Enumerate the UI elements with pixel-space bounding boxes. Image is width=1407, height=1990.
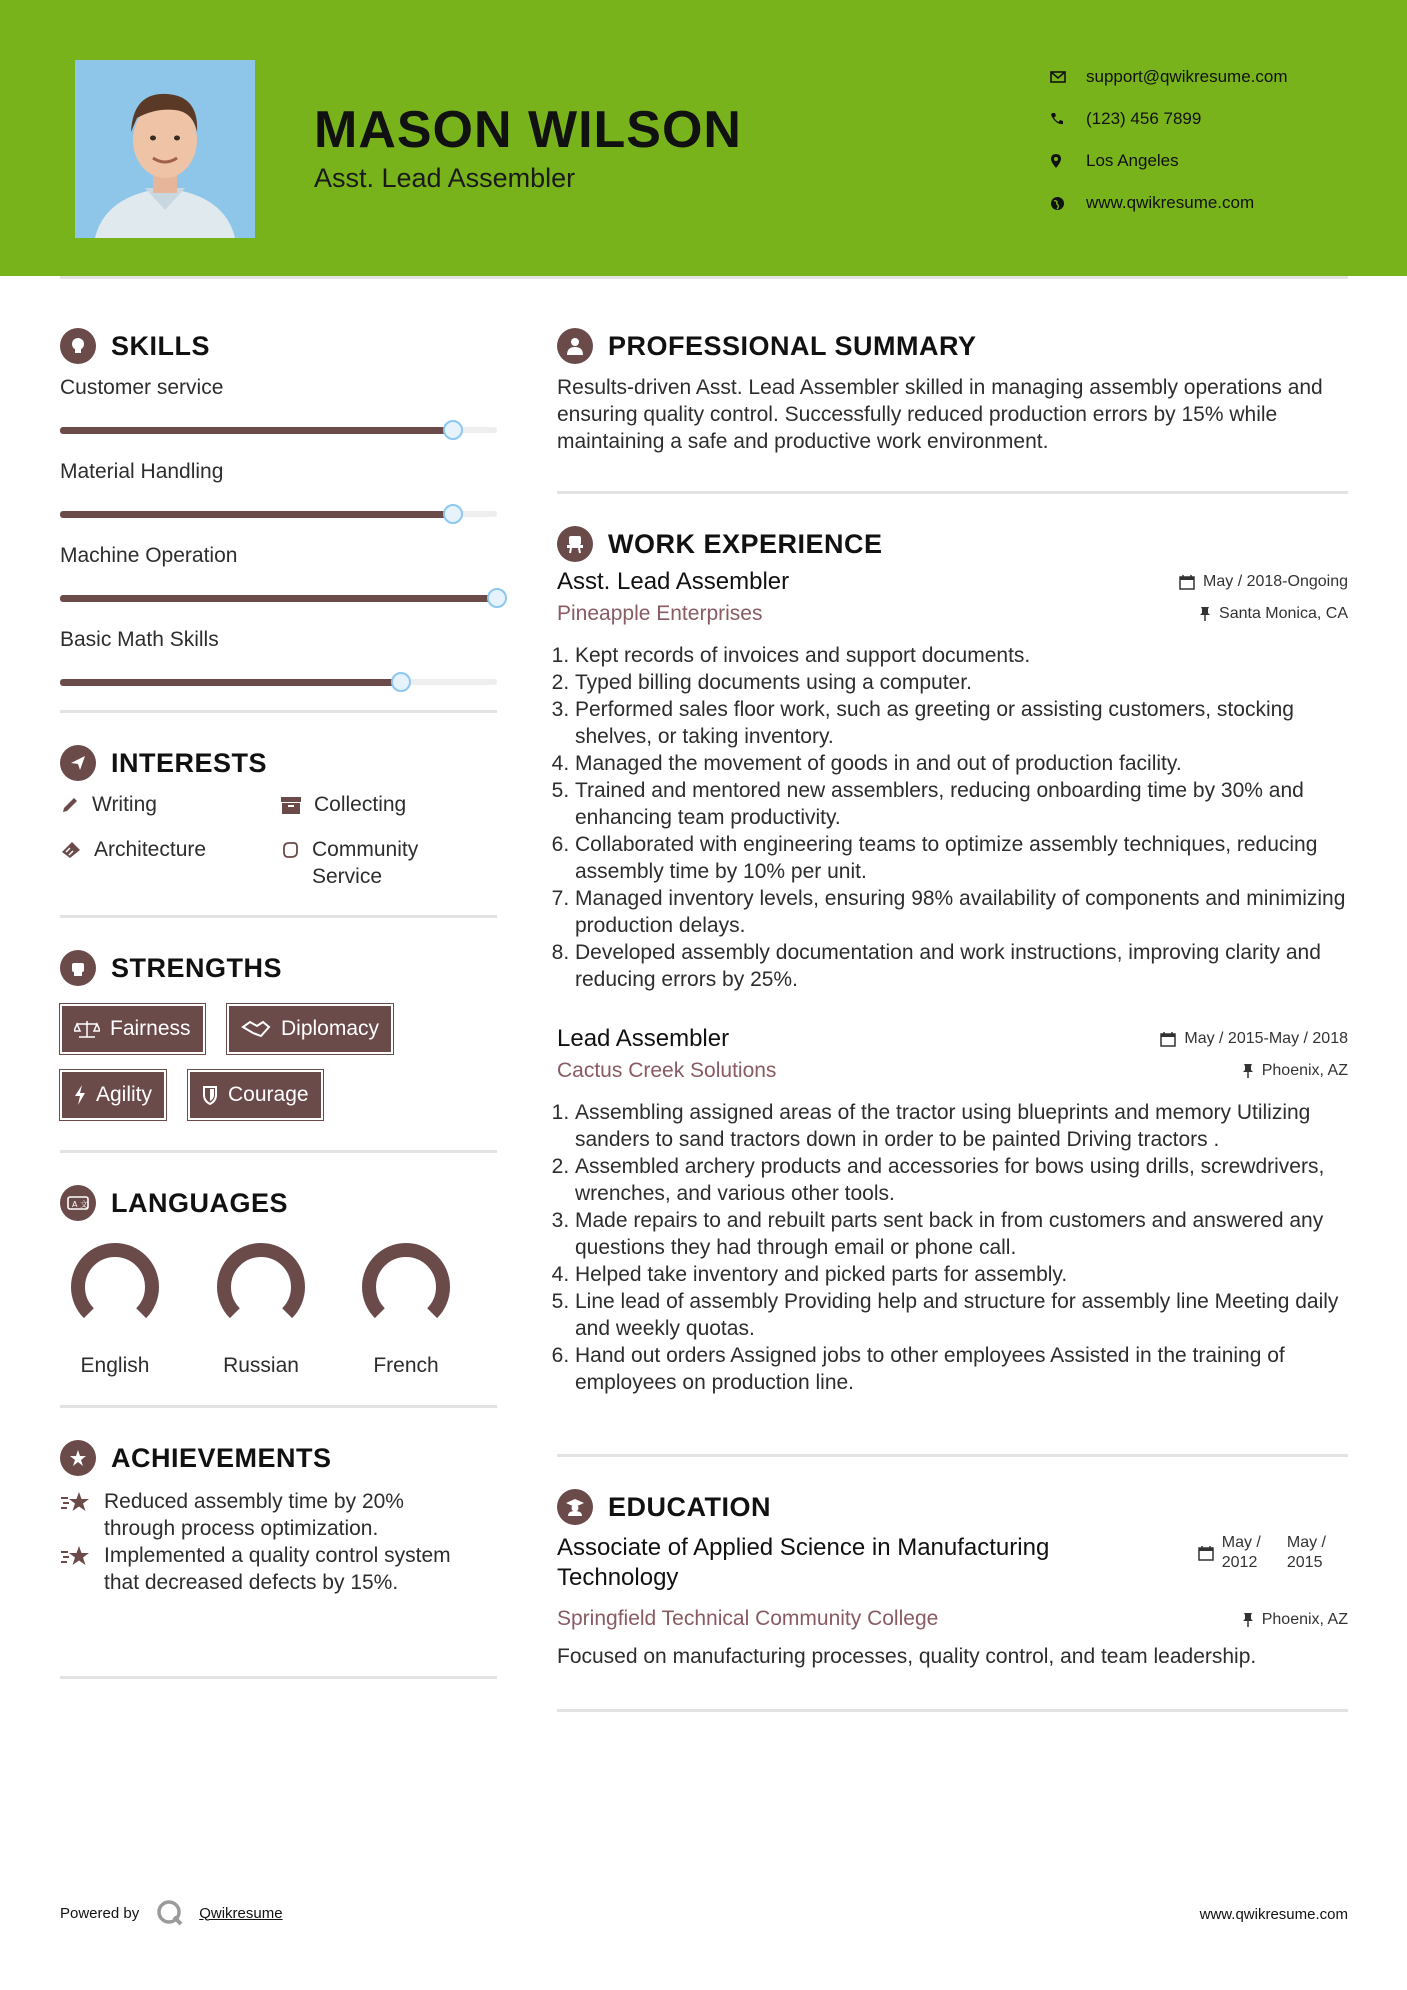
job-bullet: 5. Trained and mentored new assemblers, reducing onboarding time by 30% and enhancing team productivity. bbox=[575, 777, 1348, 831]
language-progress-ring bbox=[69, 1241, 161, 1333]
education-start-month: May / bbox=[1221, 1534, 1261, 1551]
interest-item bbox=[60, 791, 157, 818]
language-ring-arc bbox=[224, 1250, 298, 1313]
job-dates-text: May / 2018-Ongoing bbox=[1203, 573, 1348, 590]
language-card-icon bbox=[60, 1185, 96, 1221]
footer-brand-link[interactable]: Qwikresume bbox=[199, 1904, 283, 1922]
skill-bar bbox=[60, 488, 497, 536]
job-bullet: 7. Managed inventory levels, ensuring 98% availability of components and minimizing production delays. bbox=[575, 885, 1348, 939]
section-divider bbox=[60, 915, 497, 918]
envelope-icon bbox=[1050, 71, 1086, 83]
job-bullet: 1. Kept records of invoices and support documents. bbox=[575, 642, 1348, 669]
job-location-text: Santa Monica, CA bbox=[1219, 605, 1348, 622]
languages-heading bbox=[60, 1181, 497, 1225]
job-bullet: 5. Line lead of assembly Providing help and structure for assembly line Meeting daily and weekly quotas. bbox=[575, 1288, 1348, 1342]
interest-label: Collecting bbox=[314, 793, 407, 816]
job-bullet: 8. Developed assembly documentation and work instructions, improving clarity and reducing errors by 25%. bbox=[575, 939, 1348, 993]
candidate-title: Asst. Lead Assembler bbox=[314, 163, 576, 193]
languages-title: LANGUAGES bbox=[111, 1187, 289, 1218]
left-column bbox=[60, 320, 497, 1679]
interest-item bbox=[280, 836, 480, 890]
map-pin-icon bbox=[1050, 153, 1086, 169]
summary-text: Results-driven Asst. Lead Assembler skilled in managing assembly operations and ensuring quality control. Successfully reduced production errors by 15% while maintaining a safe and productive work environment. bbox=[557, 376, 1323, 453]
language-ring-arc bbox=[78, 1250, 152, 1313]
skill-bar-fill bbox=[60, 679, 401, 686]
skill-bar-fill bbox=[60, 511, 453, 518]
education-school: Springfield Technical Community College bbox=[557, 1607, 939, 1630]
skill-bar-knob bbox=[391, 672, 411, 692]
contact-website[interactable] bbox=[1050, 182, 1288, 224]
ruler-pencil-icon bbox=[60, 840, 82, 860]
scales-icon bbox=[74, 1019, 100, 1039]
skill-bar-knob bbox=[487, 588, 507, 608]
summary-title: PROFESSIONAL SUMMARY bbox=[608, 330, 977, 361]
contact-list bbox=[1050, 56, 1288, 224]
interest-item bbox=[60, 836, 206, 863]
job-title: Asst. Lead Assembler bbox=[557, 568, 790, 595]
interest-label: Architecture bbox=[94, 838, 207, 861]
skill-bar bbox=[60, 656, 497, 704]
language-item bbox=[206, 1241, 316, 1378]
job-bullet: 3. Performed sales floor work, such as greeting or assisting customers, stocking shelves, or taking inventory. bbox=[575, 696, 1348, 750]
job-location-text: Phoenix, AZ bbox=[1261, 1062, 1348, 1079]
lightbulb-icon bbox=[60, 328, 96, 364]
skill-bar-fill bbox=[60, 595, 497, 602]
achievements-list bbox=[60, 1480, 497, 1676]
archive-box-icon bbox=[280, 795, 302, 815]
education-location-text: Phoenix, AZ bbox=[1261, 1611, 1348, 1628]
job-bullet: 3. Made repairs to and rebuilt parts sent back in from customers and answered any questions they had through email or phone call. bbox=[575, 1207, 1348, 1261]
star-icon bbox=[60, 1544, 92, 1570]
education-end-month: May / bbox=[1286, 1534, 1326, 1551]
achievements-heading bbox=[60, 1436, 497, 1480]
job-bullet: 2. Assembled archery products and accessories for bows using drills, screwdrivers, wrenches, and various other tools. bbox=[575, 1153, 1348, 1207]
skill-label: Basic Math Skills bbox=[60, 628, 219, 651]
right-column bbox=[557, 320, 1348, 1712]
achievement-item bbox=[60, 1488, 480, 1542]
star-icon bbox=[60, 1490, 92, 1516]
education-description: Focused on manufacturing processes, quality control, and team leadership. bbox=[557, 1645, 1257, 1668]
skills-heading bbox=[60, 324, 497, 368]
skill-item bbox=[60, 544, 497, 620]
section-divider bbox=[60, 1405, 497, 1408]
education-dates bbox=[1198, 1533, 1326, 1573]
experience-heading bbox=[557, 522, 1348, 566]
skill-bar-knob bbox=[443, 420, 463, 440]
job-dates-text: May / 2015-May / 2018 bbox=[1184, 1030, 1348, 1047]
skill-label: Customer service bbox=[60, 376, 224, 399]
strengths-heading bbox=[60, 946, 497, 990]
skill-label: Material Handling bbox=[60, 460, 224, 483]
section-divider bbox=[557, 491, 1348, 494]
job-location bbox=[1199, 605, 1348, 623]
strength-tag bbox=[188, 1070, 323, 1120]
section-divider bbox=[60, 1150, 497, 1153]
strength-label: Fairness bbox=[110, 1017, 191, 1040]
achievement-text: Implemented a quality control system that decreased defects by 15%. bbox=[104, 1544, 451, 1594]
pushpin-icon bbox=[1242, 1063, 1254, 1079]
section-divider bbox=[60, 710, 497, 713]
education-entry bbox=[557, 1529, 1348, 1709]
interests-grid bbox=[60, 785, 497, 915]
user-icon bbox=[557, 328, 593, 364]
interest-label: Writing bbox=[92, 793, 157, 816]
education-start-year: 2012 bbox=[1221, 1554, 1258, 1571]
language-label: French bbox=[373, 1354, 439, 1377]
job-bullet: 2. Typed billing documents using a computer. bbox=[575, 669, 1348, 696]
job-location bbox=[1242, 1062, 1348, 1080]
language-ring-arc bbox=[369, 1250, 443, 1313]
footer-powered-by bbox=[60, 1898, 283, 1928]
summary-heading bbox=[557, 324, 1348, 368]
strength-label: Diplomacy bbox=[281, 1017, 380, 1040]
job-bullet: 1. Assembling assigned areas of the tractor using blueprints and memory Utilizing sanders to sand tractors down in order to be painted Driving tractors . bbox=[575, 1099, 1348, 1153]
job-dates bbox=[1179, 573, 1348, 591]
skill-item bbox=[60, 628, 497, 704]
education-title: EDUCATION bbox=[608, 1491, 771, 1522]
interests-heading bbox=[60, 741, 497, 785]
achievements-title: ACHIEVEMENTS bbox=[111, 1442, 332, 1473]
lightning-icon bbox=[74, 1084, 86, 1106]
contact-phone[interactable] bbox=[1050, 98, 1288, 140]
skill-item bbox=[60, 460, 497, 536]
strengths-title: STRENGTHS bbox=[111, 952, 283, 983]
contact-email-text: support@qwikresume.com bbox=[1086, 67, 1288, 86]
section-divider bbox=[557, 1454, 1348, 1457]
language-label: English bbox=[80, 1354, 150, 1377]
pencil-icon bbox=[60, 795, 80, 815]
achievement-text: Reduced assembly time by 20% through process optimization. bbox=[104, 1490, 404, 1540]
education-heading bbox=[557, 1485, 1348, 1529]
language-progress-ring bbox=[360, 1241, 452, 1333]
pushpin-icon bbox=[1199, 606, 1211, 622]
pushpin-icon bbox=[1242, 1612, 1254, 1628]
skill-bar-knob bbox=[443, 504, 463, 524]
section-divider bbox=[60, 1676, 497, 1679]
job-bullet: 4. Helped take inventory and picked parts for assembly. bbox=[575, 1261, 1348, 1288]
job-bullets bbox=[557, 642, 1348, 993]
interests-title: INTERESTS bbox=[111, 747, 268, 778]
paper-plane-icon bbox=[60, 745, 96, 781]
footer-website[interactable]: www.qwikresume.com bbox=[1199, 1906, 1348, 1923]
strength-tag bbox=[227, 1004, 393, 1054]
strength-label: Courage bbox=[228, 1083, 309, 1106]
shield-icon bbox=[202, 1085, 218, 1105]
phone-icon bbox=[1050, 112, 1086, 126]
contact-email[interactable] bbox=[1050, 56, 1288, 98]
language-item bbox=[60, 1241, 170, 1378]
achievement-item bbox=[60, 1542, 480, 1596]
header-banner bbox=[0, 0, 1407, 276]
skill-label: Machine Operation bbox=[60, 544, 238, 567]
section-divider bbox=[557, 1709, 1348, 1712]
calendar-icon bbox=[1179, 574, 1195, 590]
education-degree: Associate of Applied Science in Manufacturing Technology bbox=[557, 1534, 1050, 1591]
svg-text:A 文: A 文 bbox=[72, 1200, 89, 1209]
language-progress-ring bbox=[215, 1241, 307, 1333]
contact-website-text: www.qwikresume.com bbox=[1086, 193, 1255, 212]
skill-item bbox=[60, 376, 497, 452]
fist-icon bbox=[60, 950, 96, 986]
job-bullet: 4. Managed the movement of goods in and out of production facility. bbox=[575, 750, 1348, 777]
experience-title: WORK EXPERIENCE bbox=[608, 528, 883, 559]
education-end-year: 2015 bbox=[1286, 1554, 1323, 1571]
calendar-icon bbox=[1160, 1031, 1176, 1047]
job-bullets bbox=[557, 1099, 1348, 1396]
language-label: Russian bbox=[223, 1354, 299, 1377]
education-location bbox=[1242, 1611, 1348, 1629]
powered-by-text: Powered by bbox=[60, 1904, 140, 1922]
strength-tag bbox=[60, 1004, 205, 1054]
profile-photo bbox=[75, 60, 255, 238]
job-bullet: 6. Collaborated with engineering teams to optimize assembly techniques, reducing assembly time by 10% per unit. bbox=[575, 831, 1348, 885]
job-title: Lead Assembler bbox=[557, 1025, 730, 1052]
contact-location-text: Los Angeles bbox=[1086, 151, 1179, 170]
header-divider bbox=[60, 276, 1348, 279]
skill-bar-fill bbox=[60, 427, 453, 434]
strengths-tags bbox=[60, 990, 497, 1142]
job-entry bbox=[557, 1023, 1348, 1396]
skill-bar bbox=[60, 404, 497, 452]
candidate-name: MASON WILSON bbox=[314, 101, 742, 159]
interest-label: Community Service bbox=[312, 838, 419, 888]
briefcase-chair-icon bbox=[557, 526, 593, 562]
job-bullet: 6. Hand out orders Assigned jobs to other employees Assisted in the training of employees on production line. bbox=[575, 1342, 1348, 1396]
contact-phone-text: (123) 456 7899 bbox=[1086, 109, 1202, 128]
interest-item bbox=[280, 791, 406, 818]
handshake-icon bbox=[241, 1019, 271, 1039]
strength-tag bbox=[60, 1070, 166, 1120]
hand-icon bbox=[280, 840, 300, 860]
contact-location bbox=[1050, 140, 1288, 182]
star-badge-icon bbox=[60, 1440, 96, 1476]
skill-bar bbox=[60, 572, 497, 620]
skills-list bbox=[60, 376, 497, 704]
globe-icon bbox=[1050, 196, 1086, 211]
job-company: Pineapple Enterprises bbox=[557, 602, 763, 625]
strength-label: Agility bbox=[96, 1083, 153, 1106]
graduate-icon bbox=[557, 1489, 593, 1525]
job-entry bbox=[557, 566, 1348, 993]
skills-title: SKILLS bbox=[111, 330, 211, 361]
job-company: Cactus Creek Solutions bbox=[557, 1059, 777, 1082]
job-dates bbox=[1160, 1030, 1348, 1048]
qwikresume-logo-icon bbox=[155, 1898, 185, 1928]
calendar-icon bbox=[1198, 1545, 1214, 1561]
languages-list bbox=[60, 1225, 497, 1391]
language-item bbox=[351, 1241, 461, 1378]
